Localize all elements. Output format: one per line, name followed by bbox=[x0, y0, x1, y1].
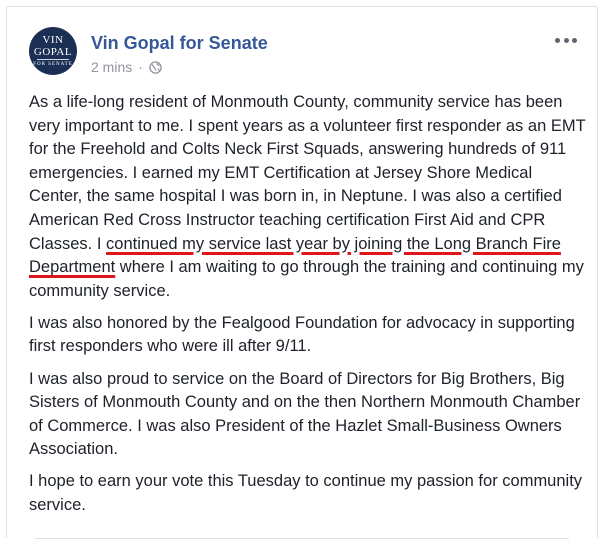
avatar-line-3: FOR SENATE bbox=[33, 62, 73, 67]
page-avatar[interactable] bbox=[29, 27, 77, 75]
more-dot bbox=[572, 38, 577, 43]
post-timestamp[interactable]: 2 mins bbox=[91, 59, 133, 75]
post-paragraph: I was also honored by the Fealgood Foundation for advocacy in supporting first responders who were ill after 9/11. bbox=[29, 313, 575, 356]
more-dot bbox=[555, 38, 560, 43]
post-card bbox=[6, 6, 598, 538]
avatar-divider bbox=[37, 59, 69, 60]
paragraph-text: As a life-long resident of Monmouth County, community service has been very important to me. I spent years as a volunteer first responder as an EMT for the Freehold and Colts Neck First Squads, answering hundreds of 911 emergencies. I earned my EMT Certification at Jersey Shore Medical Center, the same hospital I was born in, in Neptune. I was also a certified American Red Cross Instructor teaching certification First Aid and CPR Classes. I bbox=[29, 93, 586, 253]
avatar-line-1: VIN bbox=[42, 34, 64, 46]
more-dot bbox=[564, 38, 569, 43]
post-body bbox=[29, 91, 589, 526]
post-meta bbox=[91, 59, 162, 75]
avatar-line-2: GOPAL bbox=[33, 46, 73, 58]
post-paragraph: I was also proud to service on the Board of Directors for Big Brothers, Big Sisters of Monmouth County and on the then Northern Monmouth Chamber of Commerce. I was also President of the Hazlet Small-Business Owners Association. bbox=[29, 369, 581, 459]
underlined-text: continued my service last year by joining the Long Branch Fire Department bbox=[29, 234, 561, 277]
globe-icon[interactable] bbox=[149, 61, 162, 74]
post-paragraph: I hope to earn your vote this Tuesday to continue my passion for community service. bbox=[29, 472, 583, 514]
page-name-link[interactable]: Vin Gopal for Senate bbox=[91, 33, 268, 53]
post-paragraph bbox=[29, 91, 589, 303]
paragraph-text: where I am waiting to go through the training and continuing my community service. bbox=[29, 258, 584, 300]
more-options-icon[interactable] bbox=[555, 33, 577, 47]
meta-separator: · bbox=[138, 59, 143, 75]
